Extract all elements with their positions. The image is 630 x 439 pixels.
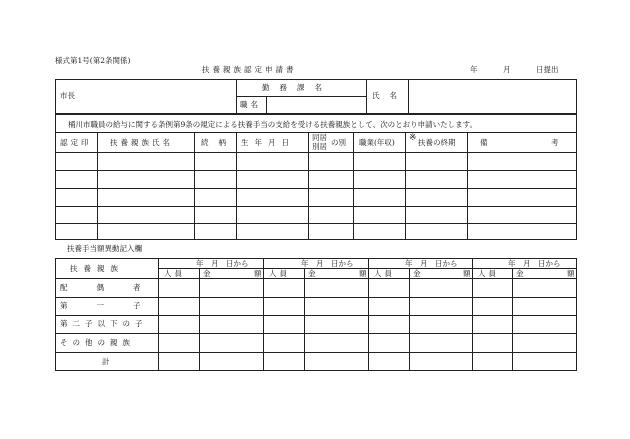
people-4: 人員 bbox=[478, 269, 499, 278]
people-2: 人員 bbox=[269, 269, 290, 278]
date-from-2: 年 月 日から bbox=[301, 259, 354, 268]
amount-right-2: 額 bbox=[359, 269, 367, 278]
application-statement: 桶川市職員の給与に関する条例第9条の規定による扶養手当の支給を受ける扶養親族として、次のとおり申請いたします。 bbox=[68, 120, 478, 129]
change-dependents-header: 扶養親族 bbox=[70, 264, 124, 273]
job-title-label: 職名 bbox=[240, 100, 261, 109]
amount-left-1: 金 bbox=[203, 269, 211, 278]
name-label: 氏名 bbox=[372, 91, 407, 100]
header-cohabit-bottom: 別居 bbox=[312, 142, 327, 151]
job-title-field[interactable] bbox=[267, 97, 366, 114]
header-approval-stamp: 認定印 bbox=[60, 138, 92, 147]
row-total: 計 bbox=[102, 357, 110, 366]
amount-right-3: 額 bbox=[463, 269, 471, 278]
form-title: 扶養親族認定申請書 bbox=[202, 65, 297, 74]
work-section-label: 勤務課名 bbox=[262, 83, 332, 92]
form-number: 様式第1号(第2条関係) bbox=[55, 56, 131, 65]
header-dependent-name: 扶養親族氏名 bbox=[110, 138, 173, 147]
row-second-child-or-later: 第二子以下の子 bbox=[60, 319, 148, 328]
row-spouse: 配偶者 bbox=[60, 283, 170, 292]
row-other-relatives: その他の親族 bbox=[60, 338, 135, 347]
header-support-end: 扶養の終期 bbox=[418, 138, 456, 147]
amount-left-4: 金 bbox=[516, 269, 524, 278]
date-from-3: 年 月 日から bbox=[405, 259, 458, 268]
date-from-4: 年 月 日から bbox=[508, 259, 561, 268]
header-cohabit-suffix: の別 bbox=[331, 138, 346, 147]
date-month: 月 bbox=[503, 65, 511, 74]
header-occupation: 職業(年収) bbox=[359, 138, 395, 147]
header-cohabit-top: 同居 bbox=[312, 133, 327, 142]
change-table-title: 扶養手当額異動記入欄 bbox=[67, 244, 142, 253]
amount-right-4: 額 bbox=[567, 269, 575, 278]
date-from-1: 年 月 日から bbox=[196, 259, 249, 268]
amount-right-1: 額 bbox=[254, 269, 262, 278]
amount-left-3: 金 bbox=[413, 269, 421, 278]
header-relation: 続柄 bbox=[201, 138, 236, 147]
date-year: 年 bbox=[470, 65, 478, 74]
people-3: 人員 bbox=[374, 269, 395, 278]
people-1: 人員 bbox=[164, 269, 185, 278]
header-remarks-right: 考 bbox=[551, 138, 559, 147]
date-submitted: 日提出 bbox=[536, 65, 559, 74]
header-remarks-left: 備 bbox=[480, 138, 488, 147]
header-birth-date: 生年月日 bbox=[241, 138, 295, 147]
row-first-child: 第一子 bbox=[60, 301, 170, 310]
recipient-mayor: 市長 bbox=[60, 91, 75, 100]
name-field[interactable] bbox=[409, 80, 576, 113]
end-mark: ※ bbox=[409, 133, 417, 143]
amount-left-2: 金 bbox=[308, 269, 316, 278]
